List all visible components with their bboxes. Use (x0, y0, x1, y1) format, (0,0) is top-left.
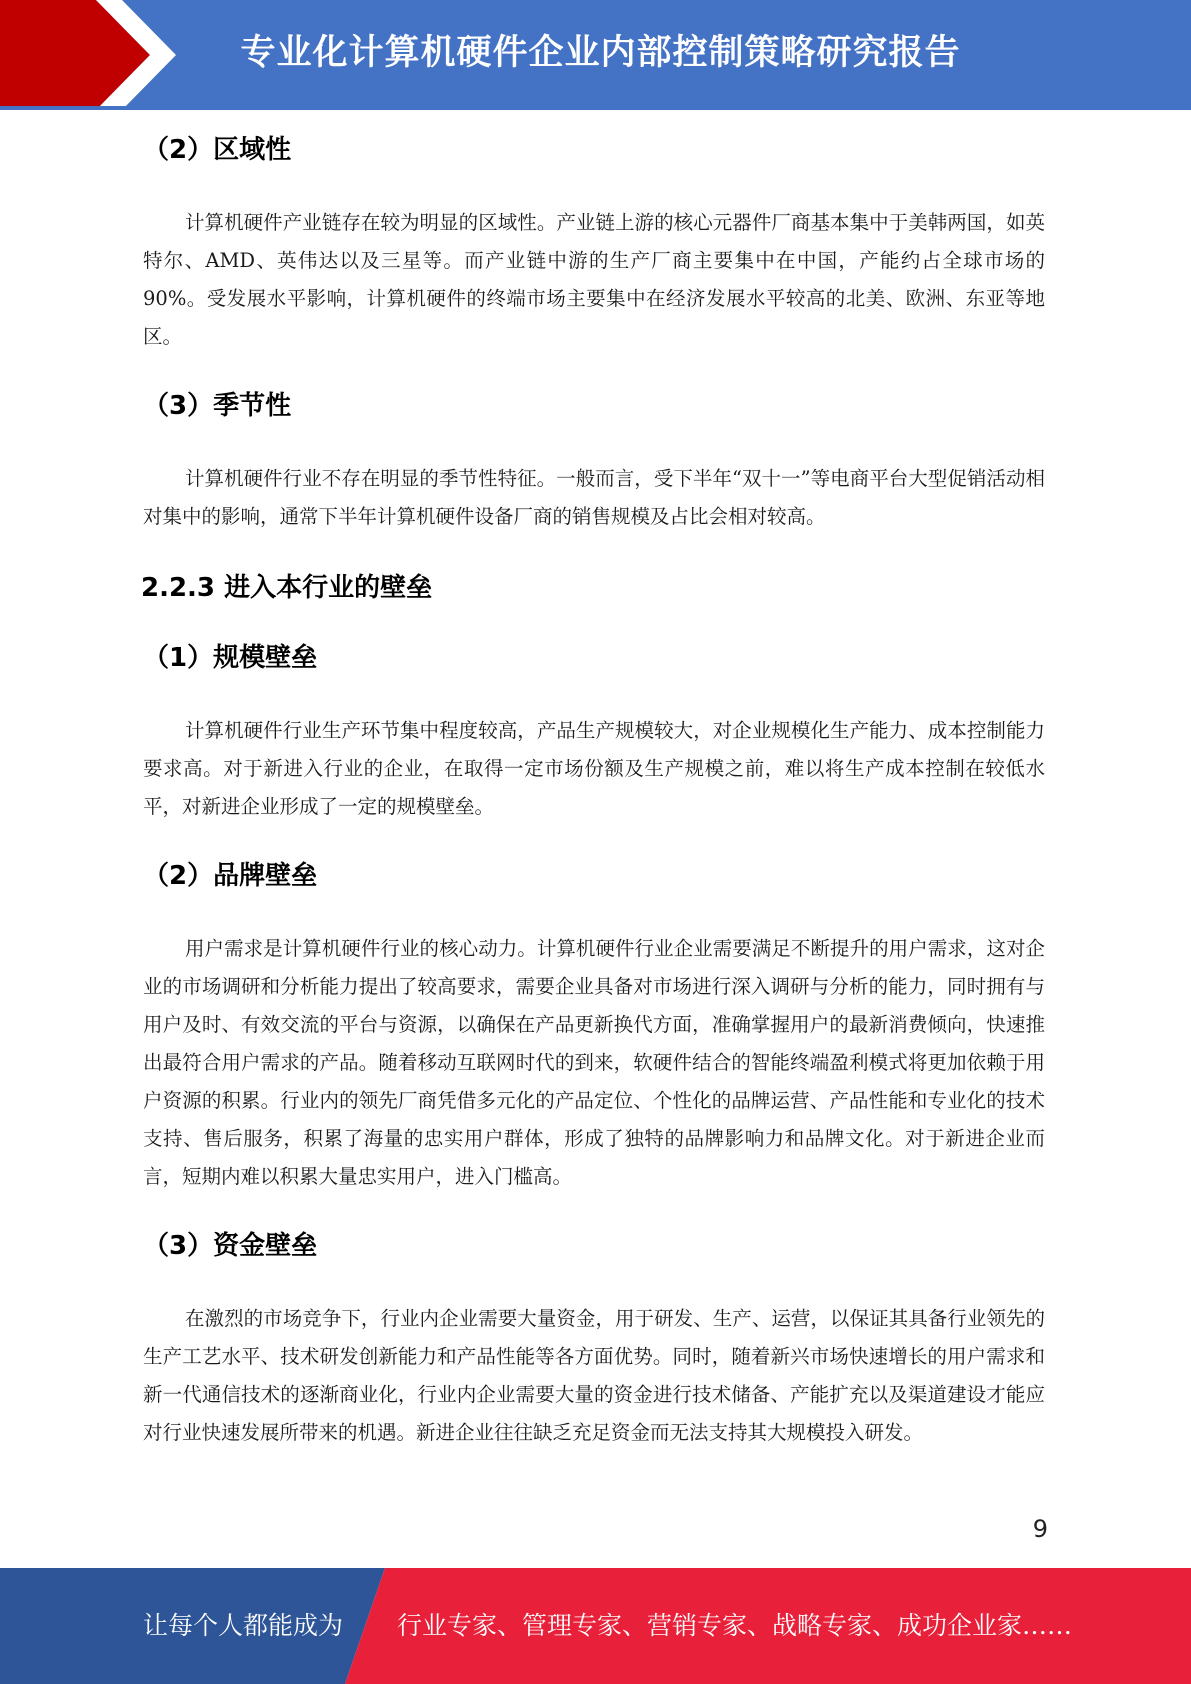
section-barriers (143, 566, 1045, 610)
subsection-brand-barrier (143, 854, 1045, 1196)
footer-slogan-right: 行业专家、管理专家、营销专家、战略专家、成功企业家…… (397, 1611, 1073, 1640)
subsection-heading: （1）规模壁垒 (143, 643, 318, 673)
paragraph: 在激烈的市场竞争下，行业内企业需要大量资金，用于研发、生产、运营，以保证其具备行业领先的生产工艺水平、技术研发创新能力和产品性能等各方面优势。同时，随着新兴市场快速增长的用户需求和新一代通信技术的逐渐商业化，行业内企业需要大量的资金进行技术储备、产能扩充以及渠道建设才能应对行业快速发展所带来的机遇。新进企业往往缺乏充足资金而无法支持其大规模投入研发。 (143, 1307, 1045, 1444)
paragraph: 计算机硬件行业不存在明显的季节性特征。一般而言，受下半年“双十一”等电商平台大型促销活动相对集中的影响，通常下半年计算机硬件设备厂商的销售规模及占比会相对较高。 (143, 467, 1045, 528)
paragraph: 用户需求是计算机硬件行业的核心动力。计算机硬件行业企业需要满足不断提升的用户需求，这对企业的市场调研和分析能力提出了较高要求，需要企业具备对市场进行深入调研与分析的能力，同时拥有与用户及时、有效交流的平台与资源，以确保在产品更新换代方面，准确掌握用户的最新消费倾向，快速推出最符合用户需求的产品。随着移动互联网时代的到来，软硬件结合的智能终端盈利模式将更加依赖于用户资源的积累。行业内的领先厂商凭借多元化的产品定位、个性化的品牌运营、产品性能和专业化的技术支持、售后服务，积累了海量的忠实用户群体，形成了独特的品牌影响力和品牌文化。对于新进企业而言，短期内难以积累大量忠实用户，进入门槛高。 (143, 937, 1045, 1188)
section-heading: 2.2.3 进入本行业的壁垒 (141, 573, 433, 603)
subsection-capital-barrier (143, 1224, 1045, 1452)
page-content (143, 128, 1045, 1452)
subsection-heading: （2）区域性 (143, 135, 292, 165)
paragraph: 计算机硬件产业链存在较为明显的区域性。产业链上游的核心元器件厂商基本集中于美韩两国，如英特尔、AMD、英伟达以及三星等。而产业链中游的生产厂商主要集中在中国，产能约占全球市场的 90%。受发展水平影响，计算机硬件的终端市场主要集中在经济发展水平较高的北美、欧洲、东亚等地区。 (143, 211, 1045, 348)
subsection-heading: （2）品牌壁垒 (143, 861, 318, 891)
subsection-seasonal (143, 384, 1045, 536)
footer-slogan-left: 让每个人都能成为 (143, 1611, 344, 1640)
report-title: 专业化计算机硬件企业内部控制策略研究报告 (240, 33, 961, 73)
report-footer (0, 1568, 1191, 1684)
report-header (0, 0, 1191, 110)
subsection-regional (143, 128, 1045, 356)
paragraph: 计算机硬件行业生产环节集中程度较高，产品生产规模较大，对企业规模化生产能力、成本控制能力要求高。对于新进入行业的企业，在取得一定市场份额及生产规模之前，难以将生产成本控制在较低水平，对新进企业形成了一定的规模壁垒。 (143, 719, 1045, 818)
subsection-heading: （3）季节性 (143, 391, 292, 421)
page-number: 9 (1032, 1515, 1048, 1543)
subsection-scale-barrier (143, 636, 1045, 826)
subsection-heading: （3）资金壁垒 (143, 1231, 318, 1261)
